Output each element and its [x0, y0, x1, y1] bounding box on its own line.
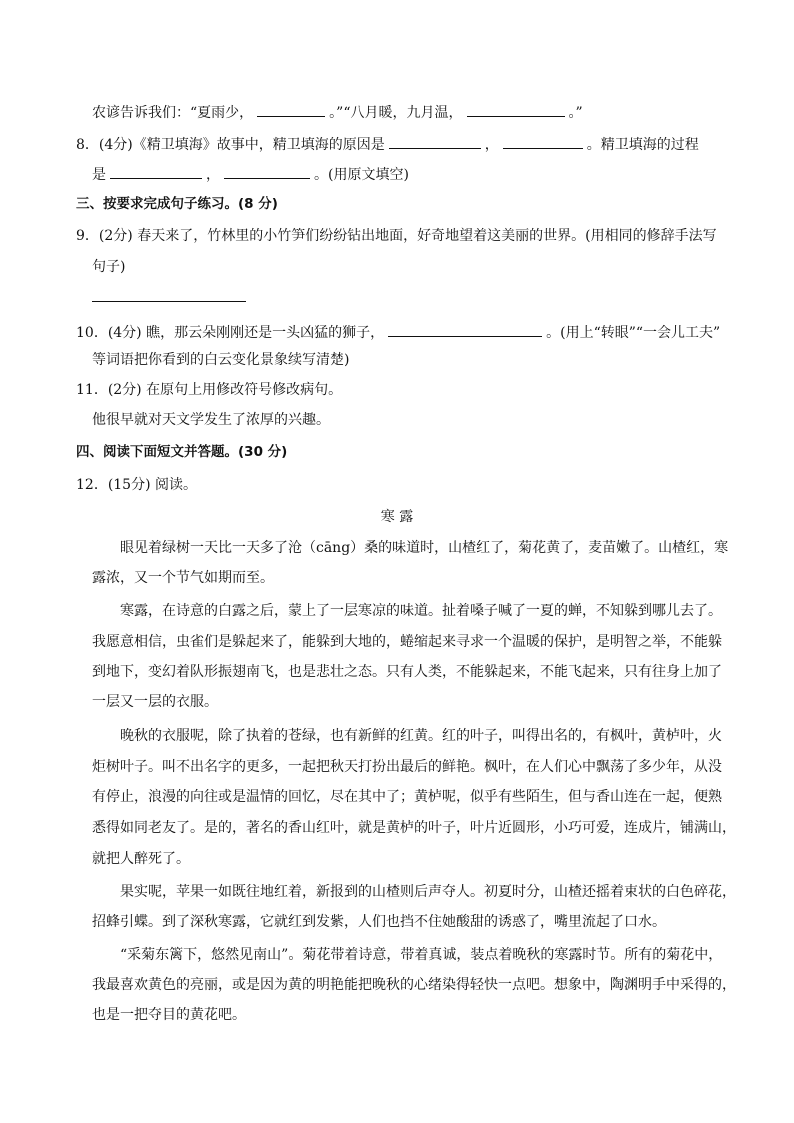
q10-text-a: 10．(4分) 瞧，那云朵刚刚还是一头凶猛的狮子，: [76, 325, 385, 341]
article-line: 眼见着绿树一天比一天多了沧（cāng）桑的味道时，山楂红了，菊花黄了，麦苗嫩了。山楂红，寒: [120, 540, 729, 556]
article-line: 我愿意相信，虫雀们是躲起来了，能躲到大地的，蜷缩起来寻求一个温暖的保护，是明智之举，不能躲: [92, 634, 722, 650]
article-line: 悉得如同老友了。是的，著名的香山红叶，就是黄栌的叶子，叶片近圆形，小巧可爱，连成片，铺满山，: [92, 820, 736, 836]
question-10-line-1: [76, 320, 720, 343]
answer-blank-4[interactable]: [503, 132, 583, 149]
section-4-heading: 四、阅读下面短文并答题。(30 分): [76, 444, 288, 460]
question-11-sentence[interactable]: 他很早就对天文学发生了浓厚的兴趣。: [92, 412, 330, 428]
article-line: 晚秋的衣服呢，除了执着的苍绿，也有新鲜的红黄。红的叶子，叫得出名的，有枫叶，黄栌叶，火: [120, 728, 722, 744]
section-3-heading: 三、按要求完成句子练习。(8 分): [76, 196, 278, 212]
answer-blank-2[interactable]: [467, 100, 565, 117]
article-line: 到地下，变幻着队形振翅南飞，也是悲壮之态。只有人类，不能躲起来，不能飞起来，只有往身上加了: [92, 664, 722, 680]
question-10-line-2: 等词语把你看到的白云变化景象续写清楚): [92, 352, 350, 368]
article-line: 我最喜欢黄色的亮丽，或是因为黄的明艳能把晚秋的心绪染得轻快一点吧。想象中，陶渊明手中采得的，: [92, 977, 736, 993]
article-line: 就把人醉死了。: [92, 851, 190, 867]
article-line: “采菊东篱下，悠然见南山”。菊花带着诗意，带着真诚，装点着晚秋的寒露时节。所有的菊花中，: [120, 947, 723, 963]
q7-text-a: 农谚告诉我们：“夏雨少，: [92, 105, 254, 121]
q7-text-c: 。”: [568, 105, 583, 121]
article-line: 有停止，浪漫的向往或是温情的回忆，尽在其中了；黄栌呢，似乎有些陌生，但与香山连在一起，便熟: [92, 789, 722, 805]
question-11-line-1: 11．(2分) 在原句上用修改符号修改病句。: [76, 382, 343, 398]
answer-blank-1[interactable]: [257, 100, 325, 117]
article-line: 一层又一层的衣服。: [92, 694, 218, 710]
question-9-line-1: 9．(2分) 春天来了，竹林里的小竹笋们纷纷钻出地面，好奇地望着这美丽的世界。(用相同的修辞手法写: [76, 228, 717, 244]
article-line: 露浓，又一个节气如期而至。: [92, 570, 274, 586]
article-line: 寒露，在诗意的白露之后，蒙上了一层寒凉的味道。扯着嗓子喊了一夏的蝉，不知躲到哪儿去了。: [120, 603, 722, 619]
question-8-line-1: [76, 132, 699, 155]
question-12: 12．(15分) 阅读。: [76, 477, 198, 493]
q7-text-b: 。”“八月暖，九月温，: [329, 105, 463, 121]
q8-text-b: ，: [484, 137, 499, 153]
q8-text-f: 。(用原文填空): [314, 167, 409, 183]
article-line: 炬树叶子。叫不出名字的更多，一起把秋天打扮出最后的鲜艳。枫叶，在人们心中飘荡了多少年，从没: [92, 759, 722, 775]
answer-blank-3[interactable]: [389, 132, 481, 149]
article-title: 寒 露: [380, 509, 414, 525]
question-9-line-2: 句子): [92, 259, 126, 275]
article-line: 果实呢，苹果一如既往地红着，新报到的山楂则后声夺人。初夏时分，山楂还摇着束状的白色碎花，: [120, 884, 736, 900]
q8-text-d: 是: [92, 167, 106, 183]
q10-text-b: 。(用上“转眼”“一会儿工夫”: [546, 325, 721, 341]
question-8-line-2: [92, 162, 409, 185]
answer-line-q9[interactable]: [92, 301, 246, 302]
q8-text-a: 8．(4分)《精卫填海》故事中，精卫填海的原因是: [76, 137, 385, 153]
article-line: 也是一把夺目的黄花吧。: [92, 1007, 246, 1023]
answer-blank-6[interactable]: [224, 162, 310, 179]
q8-text-e: ，: [206, 167, 220, 183]
answer-blank-5[interactable]: [110, 162, 202, 179]
question-7-continuation: [92, 100, 583, 123]
q8-text-c: 。精卫填海的过程: [586, 137, 699, 153]
article-line: 招蜂引蝶。到了深秋寒露，它就红到发紫，人们也挡不住她酸甜的诱惑了，嘴里流起了口水。: [92, 914, 666, 930]
answer-blank-7[interactable]: [388, 320, 542, 337]
